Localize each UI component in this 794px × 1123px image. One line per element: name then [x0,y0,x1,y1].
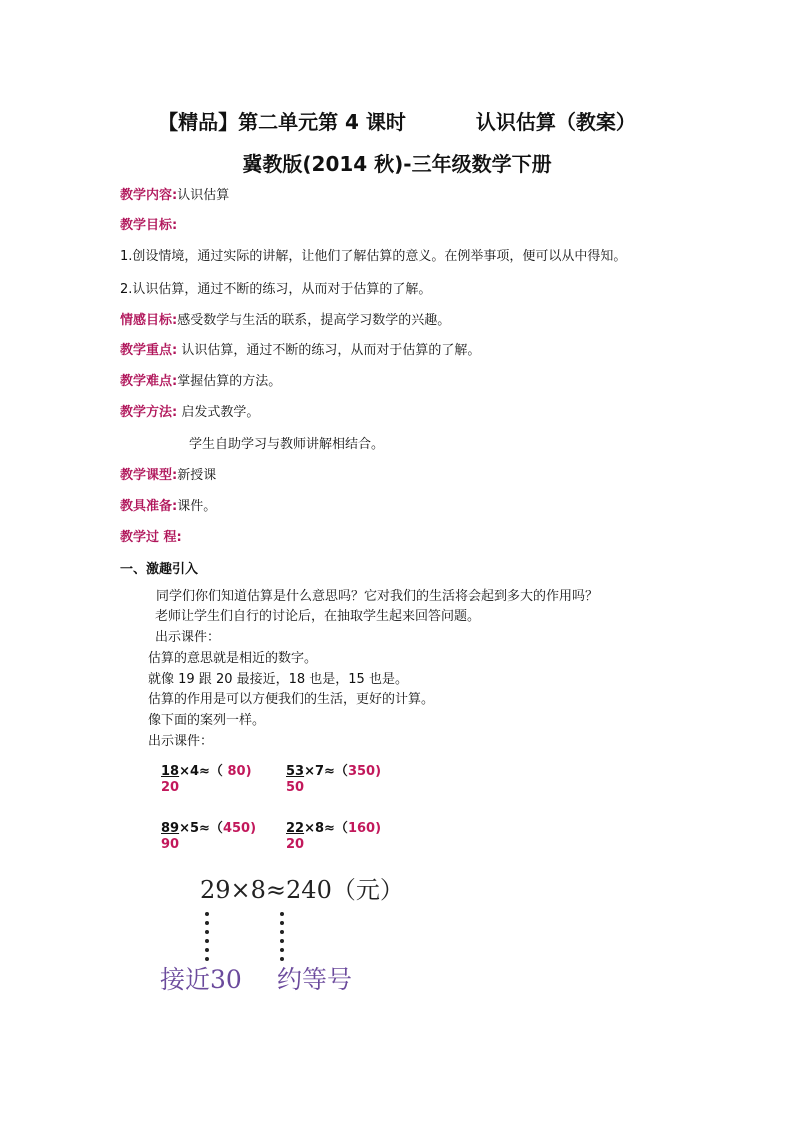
calc-item-4 [286,821,381,853]
lesson-type-text: 新授课 [177,468,217,483]
method-text: 启发式教学。 [177,405,260,420]
section-line-3: 出示课件： [155,630,221,645]
lesson-type-label: 教学课型: [120,468,178,483]
title-right: 认识估算（教案） [475,110,636,134]
process-label: 教学过 程: [120,530,182,545]
calc-close: 0) [241,821,257,836]
process-line [120,529,182,547]
goals-line [120,217,177,235]
difficulty-label: 教学难点: [120,374,178,389]
calc-expression: ×4≈（ [179,764,223,779]
section-line-6: 估算的作用是可以方便我们的生活，更好的计算。 [148,692,435,707]
section-line-1: 同学们你们知道估算是什么意思吗？它对我们的生活将会起到多大的作用吗？ [156,589,599,604]
section-line-7: 像下面的案列一样。 [148,713,266,728]
difficulty-text: 掌握估算的方法。 [177,374,282,389]
calc-answer: 80 [222,764,246,779]
calc-expression: ×7≈（ [304,764,348,779]
calc-answer: 16 [347,821,367,836]
difficulty-line [120,373,281,391]
calc-number: 18 [161,764,180,779]
tools-text: 课件。 [177,499,217,514]
note-approx-sign: 约等号 [277,965,353,994]
key-point-label: 教学重点: [120,343,178,358]
goal-item-1: 1.创设情境，通过实际的讲解，让他们了解估算的意义。在例举事项，便可以从中得知。 [120,249,627,264]
emotion-label: 情感目标: [120,313,178,328]
key-point-line [120,342,480,360]
content-label: 教学内容: [120,188,178,203]
calc-answer: 35 [347,764,367,779]
key-point-text: 认识估算，通过不断的练习，从而对于估算的了解。 [177,343,481,358]
calc-answer: 45 [222,821,242,836]
calc-approx: 50 [286,780,305,795]
method-text-2: 学生自助学习与教师讲解相结合。 [189,437,385,452]
content-text: 认识估算 [177,188,230,203]
dotted-connector-right [280,912,286,966]
section-heading: 一、激趣引入 [120,562,199,577]
calc-item-2 [286,764,381,796]
estimation-formula: 29×8≈240（元） [200,876,404,904]
calc-number: 22 [286,821,305,836]
title-left: 【精品】第二单元第 4 课时 [158,110,406,134]
calc-expression: ×8≈（ [304,821,348,836]
document-subtitle: 冀教版(2014 秋)-三年级数学下册 [242,152,552,176]
calc-number: 89 [161,821,180,836]
document-title [0,106,794,135]
section-line-2: 老师让学生们自行的讨论后，在抽取学生起来回答问题。 [155,609,481,624]
calc-item-3 [161,821,256,853]
emotion-text: 感受数学与生活的联系，提高学习数学的兴趣。 [177,313,451,328]
method-line [120,404,259,422]
tools-line [120,498,216,516]
calc-approx: 20 [161,780,180,795]
emotion-line [120,312,450,330]
calc-close: 0) [366,821,382,836]
calc-item-1 [161,764,252,796]
content-line [120,187,229,205]
section-line-5: 就像 19 跟 20 最接近，18 也是，15 也是。 [148,672,408,687]
calc-close: ) [245,764,252,779]
calc-approx: 20 [286,837,305,852]
section-line-4: 估算的意思就是相近的数字。 [148,651,318,666]
calc-close: 0) [366,764,382,779]
calc-approx: 90 [161,837,180,852]
method-label: 教学方法: [120,405,178,420]
note-approx-30: 接近30 [160,965,242,994]
goals-label: 教学目标: [120,218,178,233]
tools-label: 教具准备: [120,499,178,514]
goal-item-2: 2.认识估算，通过不断的练习，从而对于估算的了解。 [120,282,432,297]
lesson-type-line [120,467,216,485]
section-line-8: 出示课件： [148,734,214,749]
calc-number: 53 [286,764,305,779]
calc-expression: ×5≈（ [179,821,223,836]
dotted-connector-left [205,912,211,966]
